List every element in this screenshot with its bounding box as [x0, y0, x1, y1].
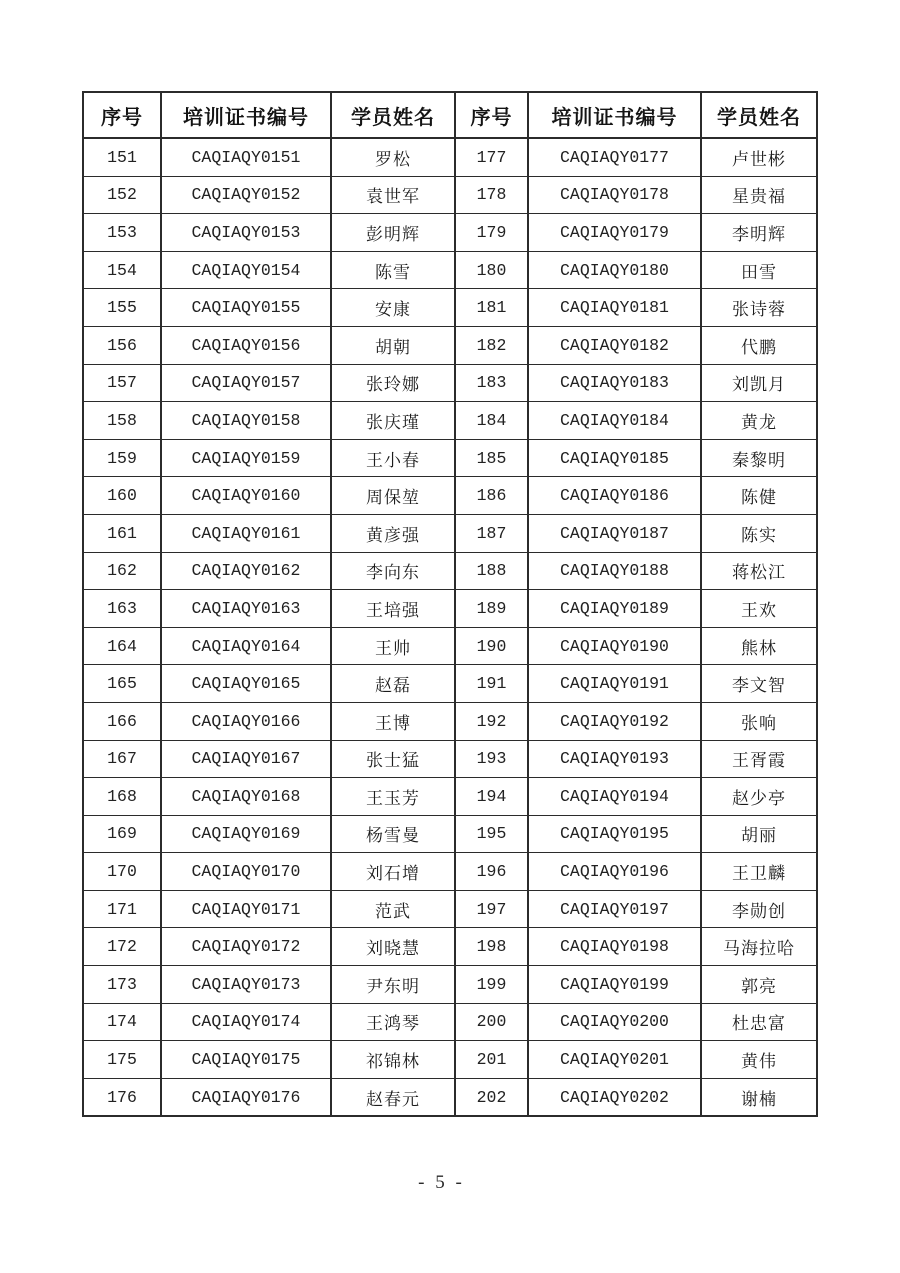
certificate-cell: CAQIAQY0159 [161, 439, 331, 477]
name-cell: 刘凯月 [701, 364, 817, 402]
serial-cell: 195 [455, 815, 528, 853]
certificate-cell: CAQIAQY0168 [161, 778, 331, 816]
table-row [83, 477, 817, 515]
certificate-cell: CAQIAQY0176 [161, 1078, 331, 1116]
column-header-certificate-left: 培训证书编号 [161, 92, 331, 138]
serial-cell: 179 [455, 214, 528, 252]
table-row [83, 176, 817, 214]
name-cell: 袁世军 [331, 176, 455, 214]
certificate-cell: CAQIAQY0192 [528, 702, 701, 740]
certificate-cell: CAQIAQY0194 [528, 778, 701, 816]
table-row [83, 552, 817, 590]
table-row [83, 1078, 817, 1116]
name-cell: 彭明辉 [331, 214, 455, 252]
certificate-cell: CAQIAQY0154 [161, 251, 331, 289]
serial-cell: 163 [83, 590, 161, 628]
certificate-cell: CAQIAQY0161 [161, 514, 331, 552]
certificate-cell: CAQIAQY0160 [161, 477, 331, 515]
serial-cell: 172 [83, 928, 161, 966]
certificate-cell: CAQIAQY0166 [161, 702, 331, 740]
certificate-cell: CAQIAQY0183 [528, 364, 701, 402]
serial-cell: 180 [455, 251, 528, 289]
serial-cell: 164 [83, 627, 161, 665]
certificate-cell: CAQIAQY0179 [528, 214, 701, 252]
serial-cell: 169 [83, 815, 161, 853]
certificate-cell: CAQIAQY0170 [161, 853, 331, 891]
serial-cell: 188 [455, 552, 528, 590]
certificate-cell: CAQIAQY0156 [161, 326, 331, 364]
serial-cell: 159 [83, 439, 161, 477]
certificate-cell: CAQIAQY0167 [161, 740, 331, 778]
serial-cell: 196 [455, 853, 528, 891]
certificate-cell: CAQIAQY0198 [528, 928, 701, 966]
name-cell: 黄伟 [701, 1041, 817, 1079]
table-row [83, 514, 817, 552]
name-cell: 胡朝 [331, 326, 455, 364]
name-cell: 陈雪 [331, 251, 455, 289]
certificate-cell: CAQIAQY0163 [161, 590, 331, 628]
name-cell: 周保堃 [331, 477, 455, 515]
table-row [83, 665, 817, 703]
serial-cell: 197 [455, 890, 528, 928]
name-cell: 王鸿琴 [331, 1003, 455, 1041]
name-cell: 卢世彬 [701, 138, 817, 176]
serial-cell: 176 [83, 1078, 161, 1116]
serial-cell: 167 [83, 740, 161, 778]
column-header-name-left: 学员姓名 [331, 92, 455, 138]
table-row [83, 402, 817, 440]
serial-cell: 201 [455, 1041, 528, 1079]
table-row [83, 853, 817, 891]
name-cell: 黄龙 [701, 402, 817, 440]
certificate-cell: CAQIAQY0162 [161, 552, 331, 590]
serial-cell: 174 [83, 1003, 161, 1041]
certificate-cell: CAQIAQY0197 [528, 890, 701, 928]
serial-cell: 183 [455, 364, 528, 402]
serial-cell: 187 [455, 514, 528, 552]
serial-cell: 158 [83, 402, 161, 440]
name-cell: 王胥霞 [701, 740, 817, 778]
serial-cell: 157 [83, 364, 161, 402]
name-cell: 张士猛 [331, 740, 455, 778]
name-cell: 马海拉哈 [701, 928, 817, 966]
certificate-cell: CAQIAQY0171 [161, 890, 331, 928]
certificate-cell: CAQIAQY0169 [161, 815, 331, 853]
name-cell: 王培强 [331, 590, 455, 628]
serial-cell: 182 [455, 326, 528, 364]
name-cell: 黄彦强 [331, 514, 455, 552]
certificate-cell: CAQIAQY0152 [161, 176, 331, 214]
serial-cell: 173 [83, 966, 161, 1004]
serial-cell: 168 [83, 778, 161, 816]
table-row [83, 251, 817, 289]
table-row [83, 928, 817, 966]
serial-cell: 200 [455, 1003, 528, 1041]
name-cell: 杜忠富 [701, 1003, 817, 1041]
table-row [83, 214, 817, 252]
certificate-cell: CAQIAQY0184 [528, 402, 701, 440]
serial-cell: 161 [83, 514, 161, 552]
name-cell: 刘晓慧 [331, 928, 455, 966]
table-row [83, 289, 817, 327]
name-cell: 安康 [331, 289, 455, 327]
name-cell: 范武 [331, 890, 455, 928]
certificate-cell: CAQIAQY0165 [161, 665, 331, 703]
serial-cell: 170 [83, 853, 161, 891]
serial-cell: 181 [455, 289, 528, 327]
certificate-cell: CAQIAQY0200 [528, 1003, 701, 1041]
certificate-cell: CAQIAQY0193 [528, 740, 701, 778]
name-cell: 王博 [331, 702, 455, 740]
table-row [83, 740, 817, 778]
page-number: - 5 - [418, 1172, 462, 1193]
serial-cell: 154 [83, 251, 161, 289]
name-cell: 谢楠 [701, 1078, 817, 1116]
name-cell: 李勋创 [701, 890, 817, 928]
column-header-name-right: 学员姓名 [701, 92, 817, 138]
name-cell: 李向东 [331, 552, 455, 590]
name-cell: 王帅 [331, 627, 455, 665]
certificate-cell: CAQIAQY0164 [161, 627, 331, 665]
certificate-cell: CAQIAQY0202 [528, 1078, 701, 1116]
certificate-cell: CAQIAQY0182 [528, 326, 701, 364]
name-cell: 杨雪曼 [331, 815, 455, 853]
serial-cell: 198 [455, 928, 528, 966]
name-cell: 王玉芳 [331, 778, 455, 816]
certificate-cell: CAQIAQY0187 [528, 514, 701, 552]
serial-cell: 153 [83, 214, 161, 252]
name-cell: 李明辉 [701, 214, 817, 252]
name-cell: 罗松 [331, 138, 455, 176]
table-row [83, 1003, 817, 1041]
certificate-cell: CAQIAQY0158 [161, 402, 331, 440]
table-row [83, 815, 817, 853]
certificate-cell: CAQIAQY0188 [528, 552, 701, 590]
certificate-cell: CAQIAQY0180 [528, 251, 701, 289]
table-row [83, 890, 817, 928]
serial-cell: 156 [83, 326, 161, 364]
table-row [83, 138, 817, 176]
name-cell: 陈健 [701, 477, 817, 515]
name-cell: 赵春元 [331, 1078, 455, 1116]
name-cell: 尹东明 [331, 966, 455, 1004]
name-cell: 李文智 [701, 665, 817, 703]
column-header-serial-right: 序号 [455, 92, 528, 138]
table-row [83, 326, 817, 364]
serial-cell: 194 [455, 778, 528, 816]
name-cell: 祁锦林 [331, 1041, 455, 1079]
name-cell: 田雪 [701, 251, 817, 289]
name-cell: 蒋松江 [701, 552, 817, 590]
serial-cell: 190 [455, 627, 528, 665]
certificate-cell: CAQIAQY0185 [528, 439, 701, 477]
column-header-serial-left: 序号 [83, 92, 161, 138]
serial-cell: 175 [83, 1041, 161, 1079]
serial-cell: 155 [83, 289, 161, 327]
table-row [83, 1041, 817, 1079]
serial-cell: 162 [83, 552, 161, 590]
serial-cell: 193 [455, 740, 528, 778]
certificate-cell: CAQIAQY0199 [528, 966, 701, 1004]
certificate-cell: CAQIAQY0201 [528, 1041, 701, 1079]
name-cell: 赵少亭 [701, 778, 817, 816]
certificate-cell: CAQIAQY0189 [528, 590, 701, 628]
table-row [83, 702, 817, 740]
name-cell: 郭亮 [701, 966, 817, 1004]
table-header-row [83, 92, 817, 138]
name-cell: 王卫麟 [701, 853, 817, 891]
serial-cell: 191 [455, 665, 528, 703]
serial-cell: 184 [455, 402, 528, 440]
table-row [83, 590, 817, 628]
name-cell: 王小春 [331, 439, 455, 477]
name-cell: 刘石增 [331, 853, 455, 891]
certificate-cell: CAQIAQY0178 [528, 176, 701, 214]
certificate-cell: CAQIAQY0157 [161, 364, 331, 402]
serial-cell: 166 [83, 702, 161, 740]
table-row [83, 364, 817, 402]
serial-cell: 189 [455, 590, 528, 628]
serial-cell: 165 [83, 665, 161, 703]
certificate-cell: CAQIAQY0181 [528, 289, 701, 327]
serial-cell: 202 [455, 1078, 528, 1116]
certificate-cell: CAQIAQY0173 [161, 966, 331, 1004]
name-cell: 代鹏 [701, 326, 817, 364]
table-row [83, 439, 817, 477]
name-cell: 张玲娜 [331, 364, 455, 402]
certificate-cell: CAQIAQY0151 [161, 138, 331, 176]
name-cell: 星贵福 [701, 176, 817, 214]
serial-cell: 199 [455, 966, 528, 1004]
name-cell: 张诗蓉 [701, 289, 817, 327]
name-cell: 王欢 [701, 590, 817, 628]
table-row [83, 627, 817, 665]
certificate-cell: CAQIAQY0195 [528, 815, 701, 853]
name-cell: 赵磊 [331, 665, 455, 703]
serial-cell: 186 [455, 477, 528, 515]
table-row [83, 778, 817, 816]
name-cell: 秦黎明 [701, 439, 817, 477]
name-cell: 张庆瑾 [331, 402, 455, 440]
name-cell: 胡丽 [701, 815, 817, 853]
certificate-cell: CAQIAQY0155 [161, 289, 331, 327]
certificate-cell: CAQIAQY0190 [528, 627, 701, 665]
table-row [83, 966, 817, 1004]
certificate-cell: CAQIAQY0196 [528, 853, 701, 891]
certificate-roster-table [82, 91, 818, 1117]
serial-cell: 151 [83, 138, 161, 176]
certificate-cell: CAQIAQY0186 [528, 477, 701, 515]
column-header-certificate-right: 培训证书编号 [528, 92, 701, 138]
certificate-cell: CAQIAQY0191 [528, 665, 701, 703]
certificate-cell: CAQIAQY0175 [161, 1041, 331, 1079]
certificate-cell: CAQIAQY0153 [161, 214, 331, 252]
serial-cell: 185 [455, 439, 528, 477]
name-cell: 张响 [701, 702, 817, 740]
serial-cell: 192 [455, 702, 528, 740]
serial-cell: 152 [83, 176, 161, 214]
name-cell: 熊林 [701, 627, 817, 665]
certificate-cell: CAQIAQY0174 [161, 1003, 331, 1041]
certificate-cell: CAQIAQY0177 [528, 138, 701, 176]
serial-cell: 160 [83, 477, 161, 515]
name-cell: 陈实 [701, 514, 817, 552]
serial-cell: 177 [455, 138, 528, 176]
serial-cell: 178 [455, 176, 528, 214]
serial-cell: 171 [83, 890, 161, 928]
certificate-cell: CAQIAQY0172 [161, 928, 331, 966]
